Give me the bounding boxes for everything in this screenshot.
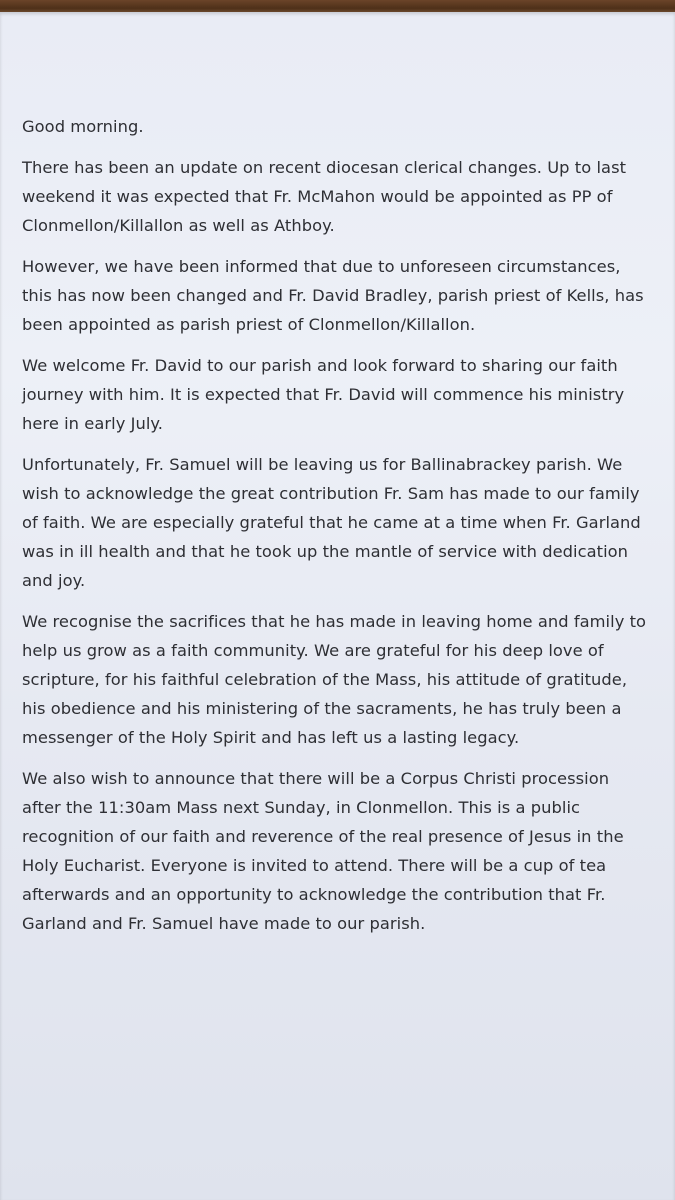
letter-page bbox=[0, 12, 675, 1200]
text-line: Garland and Fr. Samuel have made to our parish. bbox=[22, 914, 426, 933]
text-line: However, we have been informed that due to unforeseen circumstances, bbox=[22, 257, 621, 276]
text-line: journey with him. It is expected that Fr. David will commence his ministry bbox=[22, 385, 625, 404]
text-line: Holy Eucharist. Everyone is invited to attend. There will be a cup of tea bbox=[22, 856, 607, 875]
text-line: this has now been changed and Fr. David Bradley, parish priest of Kells, has bbox=[22, 286, 644, 305]
text-line: We also wish to announce that there will be a Corpus Christi procession bbox=[22, 769, 610, 788]
text-line: his obedience and his ministering of the sacraments, he has truly been a bbox=[22, 699, 622, 718]
text-line: after the 11:30am Mass next Sunday, in Clonmellon. This is a public bbox=[22, 798, 581, 817]
paragraph-gratitude bbox=[22, 607, 675, 752]
text-line: and joy. bbox=[22, 571, 86, 590]
text-line: messenger of the Holy Spirit and has left us a lasting legacy. bbox=[22, 728, 520, 747]
text-line: We welcome Fr. David to our parish and look forward to sharing our faith bbox=[22, 356, 618, 375]
text-line: been appointed as parish priest of Clonmellon/Killallon. bbox=[22, 315, 476, 334]
greeting-line: Good morning. bbox=[22, 117, 144, 136]
text-line: Clonmellon/Killallon as well as Athboy. bbox=[22, 216, 335, 235]
paragraph-clerical-update bbox=[22, 153, 675, 240]
text-line: Unfortunately, Fr. Samuel will be leaving us for Ballinabrackey parish. We bbox=[22, 455, 623, 474]
paragraph-welcome bbox=[22, 351, 675, 438]
text-line: here in early July. bbox=[22, 414, 163, 433]
paragraph-change-announcement bbox=[22, 252, 675, 339]
text-line: There has been an update on recent diocesan clerical changes. Up to last bbox=[22, 158, 627, 177]
text-line: afterwards and an opportunity to acknowledge the contribution that Fr. bbox=[22, 885, 606, 904]
text-line: wish to acknowledge the great contribution Fr. Sam has made to our family bbox=[22, 484, 640, 503]
letter-body bbox=[22, 112, 675, 950]
paragraph-farewell bbox=[22, 450, 675, 595]
greeting bbox=[22, 112, 675, 141]
text-line: recognition of our faith and reverence of the real presence of Jesus in the bbox=[22, 827, 624, 846]
text-line: was in ill health and that he took up the mantle of service with dedication bbox=[22, 542, 629, 561]
text-line: help us grow as a faith community. We are grateful for his deep love of bbox=[22, 641, 604, 660]
text-line: We recognise the sacrifices that he has made in leaving home and family to bbox=[22, 612, 647, 631]
paragraph-procession bbox=[22, 764, 675, 938]
text-line: of faith. We are especially grateful that he came at a time when Fr. Garland bbox=[22, 513, 641, 532]
text-line: weekend it was expected that Fr. McMahon would be appointed as PP of bbox=[22, 187, 613, 206]
text-line: scripture, for his faithful celebration of the Mass, his attitude of gratitude, bbox=[22, 670, 628, 689]
